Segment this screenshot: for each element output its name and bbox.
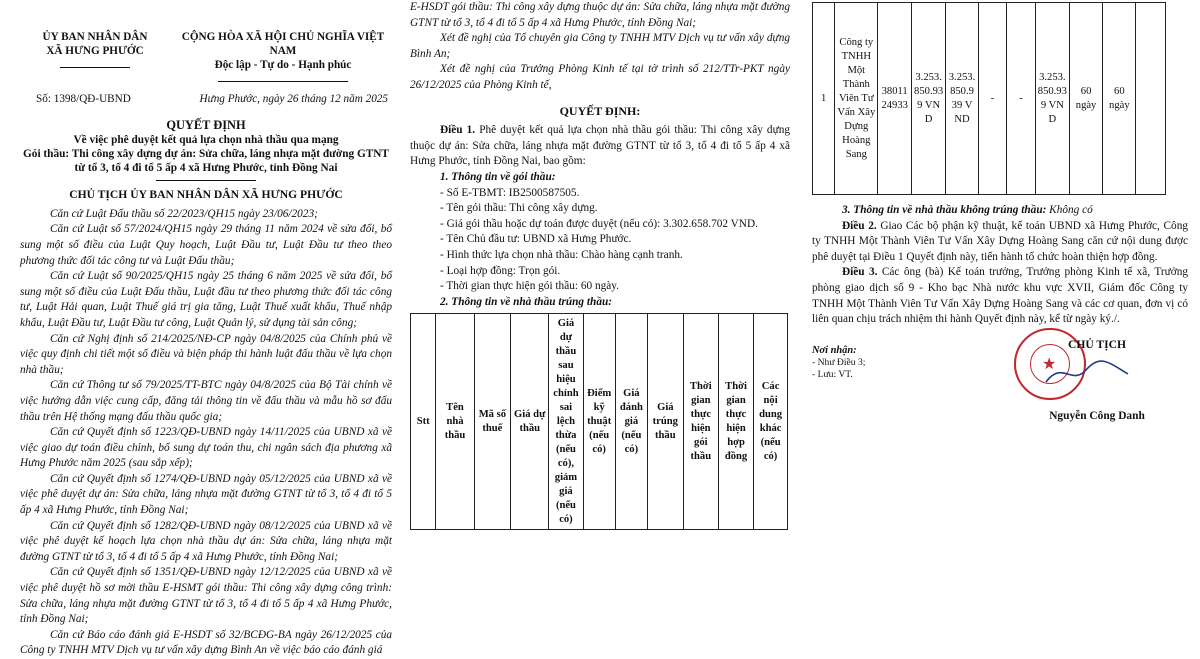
number-date-row: [20, 92, 392, 108]
cell-tech-score: -: [978, 3, 1006, 195]
th-tax-code: Mã số thuế: [474, 314, 511, 530]
th-package-duration: Thời gian thực hiện gói thầu: [683, 314, 718, 530]
signature-mark: [1042, 352, 1132, 392]
article-1-text: Phê duyệt kết quả lựa chọn nhà thầu gói thầu: Thi công xây dựng thuộc dự án: Sửa chữa, láng nhựa mặt đường GTNT từ tổ 3, tổ 4 đi tổ 5 ấp 4 xã Hưng Phước, tỉnh Đồng Nai, bao gồm:: [410, 124, 790, 168]
article-1: [410, 123, 790, 170]
article-2: [812, 219, 1188, 266]
info-item: - Thời gian thực hiện gói thầu: 60 ngày.: [440, 280, 620, 293]
th-adjusted-price: Giá dự thầu sau hiệu chỉnh sai lệch thừa (nếu có), giảm giá (nếu có): [549, 314, 583, 530]
info-item: - Tên gói thầu: Thi công xây dựng.: [440, 202, 598, 215]
article-3-label: Điều 3.: [842, 266, 878, 279]
info-item: - Hình thức lựa chọn nhà thầu: Chào hàng cạnh tranh.: [440, 248, 683, 261]
basis-item: Căn cứ Quyết định số 1274/QĐ-UBND ngày 05/12/2025 của UBND xã về việc phê duyệt dự án: Sửa chữa, láng nhựa mặt đường GTNT từ tổ 3, tổ 4 đi tổ 5 ấp 4 xã Hưng Phước, tỉnh Đồng Nai;: [20, 472, 392, 517]
section-3: [812, 203, 1188, 219]
title-underline: [20, 175, 392, 181]
th-contract-duration: Thời gian thực hiện hợp đồng: [718, 314, 753, 530]
basis-item: Căn cứ Luật số 57/2024/QH15 ngày 29 tháng 11 năm 2024 về sửa đổi, bổ sung một số điều của Luật Quy hoạch, Luật Đầu tư, Luật Đầu tư theo theo phương thức đối tác công tư và Luật Đấu thầu;: [20, 223, 392, 267]
cell-contractor: Công ty TNHH Một Thành Viên Tư Vấn Xây Dựng Hoàng Sang: [835, 3, 878, 195]
basis-item: Căn cứ Quyết định số 1351/QĐ-UBND ngày 12/12/2025 của UBND xã về việc phê duyệt hồ sơ mời thầu E-HSMT gói thầu: Thi công xây dựng công trình: Sửa chữa, láng nhựa mặt đường GTNT từ tổ 3, tổ 4 đi tổ 5 ấp 4 xã Hưng Phước, tỉnh Đồng Nai;: [20, 566, 392, 626]
authority-line: CHỦ TỊCH ỦY BAN NHÂN DÂN XÃ HƯNG PHƯỚC: [69, 188, 343, 202]
winner-table-row: [812, 2, 1166, 195]
decision-title: QUYẾT ĐỊNH: [166, 117, 246, 132]
recipients-title: Nơi nhận:: [812, 345, 857, 356]
page-column-1: [20, 0, 392, 657]
basis-item: Căn cứ Nghị định số 214/2025/NĐ-CP ngày 04/8/2025 của Chính phủ về việc quy định chi tiết một số điều và biện pháp thi hành luật đấu thầu về lựa chọn nhà thầu;: [20, 332, 392, 376]
recipients-block: [812, 345, 962, 381]
basis-item: Căn cứ Quyết định số 1223/QĐ-UBND ngày 14/11/2025 của UBND xã về việc giao dự toán điều chỉnh, bổ sung dự toán thu, chi ngân sách địa phương xã Hưng Phước năm 2025 (sau sắp xếp);: [20, 426, 392, 470]
nation-line-1: CỘNG HÒA XÃ HỘI CHỦ NGHĨA VIỆT NAM: [181, 31, 385, 57]
cell-other: [1136, 3, 1166, 195]
article-2-label: Điều 2.: [842, 219, 877, 232]
article-3-text: Các ông (bà) Kế toán trưởng, Trưởng phòng Kinh tế xã, Trưởng phòng giao dịch số 9 - Kho bạc Nhà nước khu vực XVII, Giám đốc Công ty TNHH Một Thành Viên Tư Vấn Xây Dựng Hoàng Sang và các cơ quan, đơn vị có liên quan chịu trách nhiệm thi hành Quyết định này, kể từ ngày ký./.: [812, 266, 1188, 326]
section-1-heading: 1. Thông tin về gói thầu:: [440, 170, 556, 183]
page-column-2: [410, 0, 790, 612]
basis-item: Căn cứ Báo cáo đánh giá E-HSDT số 32/BCĐG-BA ngày 26/12/2025 của Công ty TNHH MTV Dịch vụ tư vấn xây dựng Bình An về việc báo cáo đánh giá: [20, 628, 392, 657]
basis-item: Căn cứ Quyết định số 1282/QĐ-UBND ngày 08/12/2025 của UBND xã về việc phê duyệt kế hoạch lựa chọn nhà thầu dự án: Sửa chữa, láng nhựa mặt đường GTNT từ tổ 3, tổ 4 đi tổ 5 ấp 4 xã Hưng Phước, tỉnh Đồng Nai;: [20, 519, 392, 563]
place-date: Hưng Phước, ngày 26 tháng 12 năm 2025: [199, 93, 388, 105]
winner-table-header: [410, 313, 788, 530]
cell-package-duration: 60 ngày: [1069, 3, 1102, 195]
national-motto: [174, 30, 392, 86]
th-winning-price: Giá trúng thầu: [647, 314, 683, 530]
article-2-text: Giao Các bộ phận kỹ thuật, kế toán UBND xã Hưng Phước, Công ty TNHH Một Thành Viên Tư Vấn Xây Dựng Hoàng Sang căn cứ nội dung được phê duyệt tại Điều 1 Quyết định này, tiến hành tổ chức hoàn thiện hợp đồng.: [812, 219, 1188, 263]
agency-line-2: XÃ HƯNG PHƯỚC: [46, 45, 144, 57]
th-tech-score: Điểm kỹ thuật (nếu có): [583, 314, 615, 530]
title-subject-1: Về việc phê duyệt kết quả lựa chọn nhà thầu qua mạng: [73, 134, 339, 147]
recipient-item: - Lưu: VT.: [812, 369, 853, 380]
cell-eval-price: -: [1007, 3, 1035, 195]
info-item: - Loại hợp đồng: Trọn gói.: [440, 264, 561, 277]
info-item: - Giá gói thầu hoặc dự toán được duyệt (nếu có): 3.302.658.702 VND.: [440, 217, 758, 230]
th-contractor: Tên nhà thầu: [436, 314, 474, 530]
cell-contract-duration: 60 ngày: [1103, 3, 1136, 195]
info-item: - Số E-TBMT: IB2500587505.: [440, 186, 580, 199]
section-2-heading: 2. Thông tin về nhà thầu trúng thầu:: [440, 295, 613, 308]
cell-adjusted-price: 3.253.850.939 VND: [946, 3, 979, 195]
section-3-heading: 3. Thông tin về nhà thầu không trúng thầu:: [842, 204, 1047, 216]
decision-heading: QUYẾT ĐỊNH:: [559, 103, 641, 118]
nation-line-2: Độc lập - Tự do - Hạnh phúc: [214, 59, 352, 71]
table-row: [813, 3, 1166, 195]
basis-continued: E-HSDT gói thầu: Thi công xây dựng thuộc dự án: Sửa chữa, láng nhựa mặt đường GTNT từ tổ 3, tổ 4 đi tổ 5 ấp 4 xã Hưng Phước, tỉnh Đồng Nai;: [410, 1, 790, 29]
motto-underline: [174, 72, 392, 86]
title-subject-3: từ tổ 3, tổ 4 đi tổ 5 ấp 4 xã Hưng Phước, tỉnh Đồng Nai: [74, 162, 338, 175]
basis-item: Xét đề nghị của Tổ chuyên gia Công ty TNHH MTV Dịch vụ tư vấn xây dựng Bình An;: [410, 32, 790, 60]
seal-star-icon: ★: [1042, 356, 1057, 373]
agency-underline: [20, 58, 170, 72]
cell-tax-code: 3801124933: [878, 3, 912, 195]
page-column-3: [812, 0, 1188, 612]
th-eval-price: Giá đánh giá (nếu có): [615, 314, 647, 530]
section-3-value: Không có: [1046, 204, 1093, 216]
title-subject-2: Gói thầu: Thi công xây dựng dự án: Sửa chữa, láng nhựa mặt đường GTNT: [23, 148, 389, 161]
issuing-agency: [20, 30, 170, 86]
recipient-item: - Như Điều 3;: [812, 357, 866, 368]
cell-stt: 1: [813, 3, 835, 195]
basis-item: Căn cứ Luật số 90/2025/QH15 ngày 25 tháng 6 năm 2025 về sửa đổi, bổ sung một số điều của Luật Đấu thầu, Luật đầu tư theo phương thức đối tác công tư, Luật Hải quan, Luật Thuế giá trị gia tăng, Luật Thuế xuất khẩu, Thuế nhập khẩu, Luật Đầu tư, Luật Đầu tư công, Luật Quản lý, sử dụng tài sản công;: [20, 270, 392, 329]
agency-line-1: ỦY BAN NHÂN DÂN: [42, 31, 148, 43]
basis-item: Căn cứ Luật Đấu thầu số 22/2023/QH15 ngày 23/06/2023;: [50, 207, 318, 220]
cell-bid-price: 3.253.850.939 VND: [912, 3, 946, 195]
basis-item: Xét đề nghị của Trưởng Phòng Kinh tế tại tờ trình số 212/TTr-PKT ngày 26/12/2025 của Phòng Kinh tế,: [410, 63, 790, 91]
signer-name: Nguyễn Công Danh: [1049, 410, 1145, 422]
th-bid-price: Giá dự thầu: [511, 314, 549, 530]
doc-number: Số: 1398/QĐ-UBND: [36, 93, 131, 105]
cell-winning-price: 3.253.850.939 VND: [1035, 3, 1069, 195]
article-3: [812, 265, 1188, 327]
basis-item: Căn cứ Thông tư số 79/2025/TT-BTC ngày 04/8/2025 của Bộ Tài chính về việc hướng dẫn việc cung cấp, đăng tải thông tin về đấu thầu và mẫu hồ sơ đấu thầu trên Hệ thống mạng đấu thầu quốc gia;: [20, 379, 392, 423]
th-other: Các nội dung khác (nếu có): [754, 314, 788, 530]
info-item: - Tên Chủ đầu tư: UBND xã Hưng Phước.: [440, 233, 632, 246]
th-stt: Stt: [411, 314, 436, 530]
article-1-label: Điều 1.: [440, 124, 476, 137]
signer-title: CHỦ TỊCH: [1067, 338, 1127, 351]
document-header: [20, 30, 392, 86]
